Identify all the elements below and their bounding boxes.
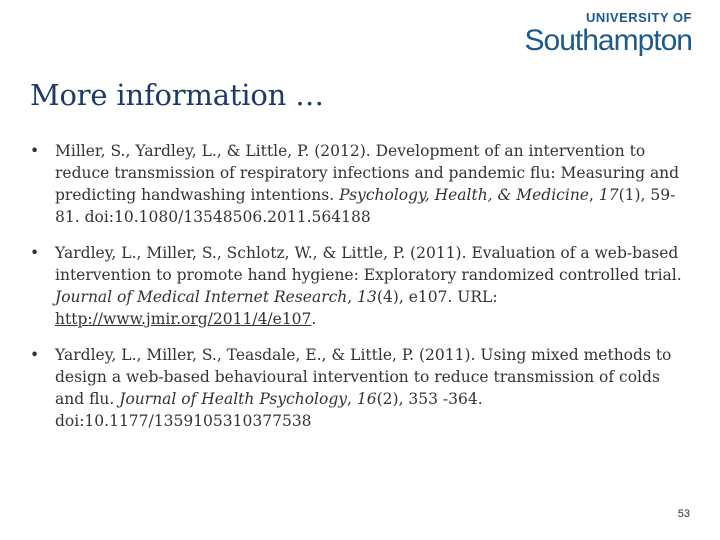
journal-name: Journal of Medical Internet Research [55,288,348,306]
slide-title: More information … [30,78,324,112]
reference-details: (2), 353 -364. doi:10.1177/1359105310377538 [55,390,483,430]
bullet: • [30,346,40,364]
reference-url-link[interactable]: http://www.jmir.org/2011/4/e107 [55,310,312,328]
reference-text: Miller, S., Yardley, L., & Little, P. (2012). Development of an intervention to reduce transmission of respiratory infections and pandemic flu: Measuring and predicting handwashing intentions. [55,142,680,204]
logo-main-text: Southampton [524,24,692,57]
reference-details: (1), 59-81. doi:10.1080/13548506.2011.564188 [55,186,676,226]
volume: 17 [598,186,619,204]
reference-text: Yardley, L., Miller, S., Schlotz, W., & Little, P. (2011). Evaluation of a web-based intervention to promote hand hygiene: Exploratory randomized controlled trial. [55,244,682,284]
reference-end: . [311,310,317,328]
journal-name: Psychology, Health, & Medicine [339,186,589,204]
reference-list [30,140,690,446]
page-number: 53 [677,508,690,520]
reference-item [30,242,690,330]
separator: , [347,288,358,306]
bullet: • [30,244,40,262]
bullet: • [30,142,40,160]
reference-text: Yardley, L., Miller, S., Teasdale, E., & Little, P. (2011). Using mixed methods to design a web-based behavioural intervention to reduce transmission of colds and flu. [55,346,672,408]
journal-name: Journal of Health Psychology [119,390,348,408]
volume: 16 [356,390,377,408]
university-logo [525,10,692,56]
reference-item [30,344,690,432]
logo-top-text: UNIVERSITY OF [586,10,692,25]
reference-details: (4), e107. URL: [376,288,498,306]
separator: , [588,186,599,204]
reference-item [30,140,690,228]
volume: 13 [357,288,377,306]
separator: , [347,390,357,408]
